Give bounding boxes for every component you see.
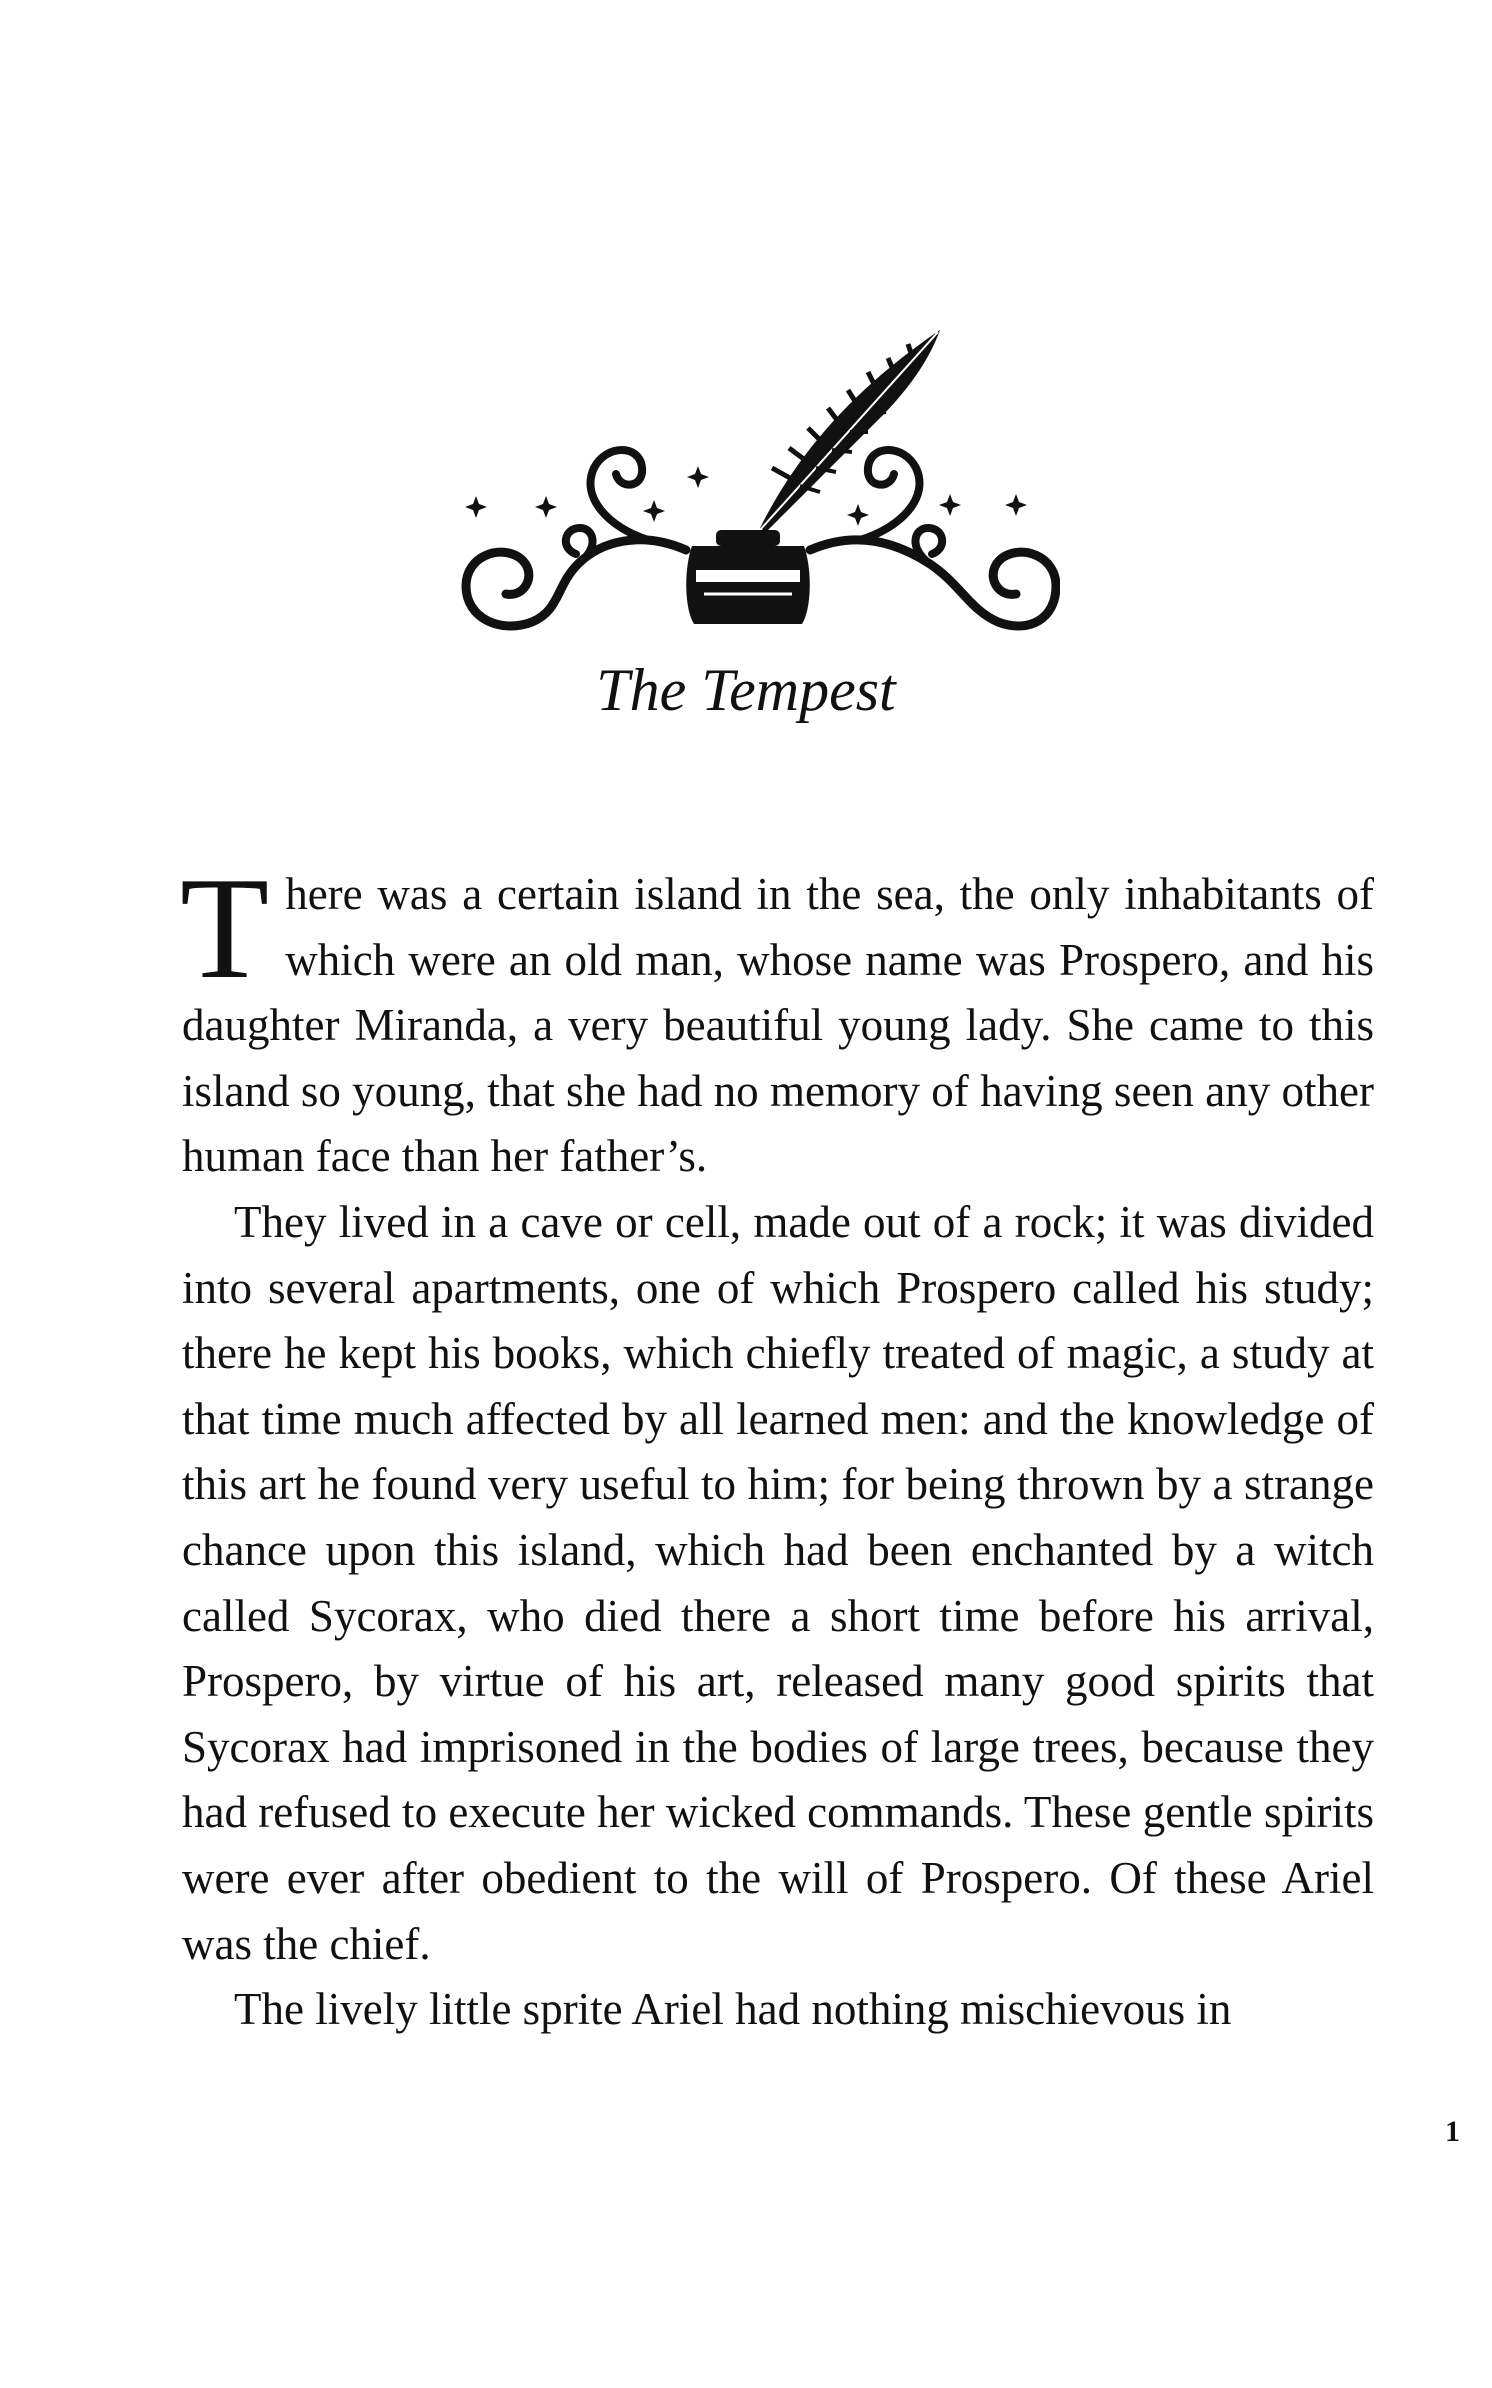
page-number: 1 [1445, 2115, 1460, 2148]
left-flourish-icon [466, 450, 686, 626]
right-flourish-icon [810, 450, 1056, 626]
drop-cap: T [180, 847, 270, 1009]
paragraph-2: They lived in a cave or cell, made out of a rock; it was divided into several apartments, one of which Prospero called his study; there he kept his books, which chiefly treated of magic, a study at that time much affected by all learned men: and the knowledge of this art he found very useful to him; for being thrown by a strange chance upon this island, which had been enchanted by a witch called Sycorax, who died there a short time before his arrival, Prospero, by virtue of his art, released many good spirits that Sycorax had imprisoned in the bodies of large trees, because they had refused to execute her wicked commands. These gentle spirits were ever after obedient to the will of Prospero. Of these Ariel was the chief. [182, 1196, 1374, 1969]
paragraph-1-text: here was a certain island in the sea, the only inhabitants of which were an old man, whose name was Prospero, and his daughter Miranda, a very beautiful young lady. She came to this island so young, that she had no memory of having seen any other human face than her father’s. [182, 869, 1374, 1182]
paragraph-3: The lively little sprite Ariel had nothing mischievous in [234, 1984, 1232, 2035]
sparkle-icons [465, 466, 1027, 526]
chapter-title: The Tempest [596, 657, 896, 723]
body-text [180, 847, 1374, 2043]
paragraph-1 [180, 847, 1374, 1190]
quill-inkwell-ornament-icon [460, 318, 1060, 640]
inkwell-icon [686, 530, 810, 624]
